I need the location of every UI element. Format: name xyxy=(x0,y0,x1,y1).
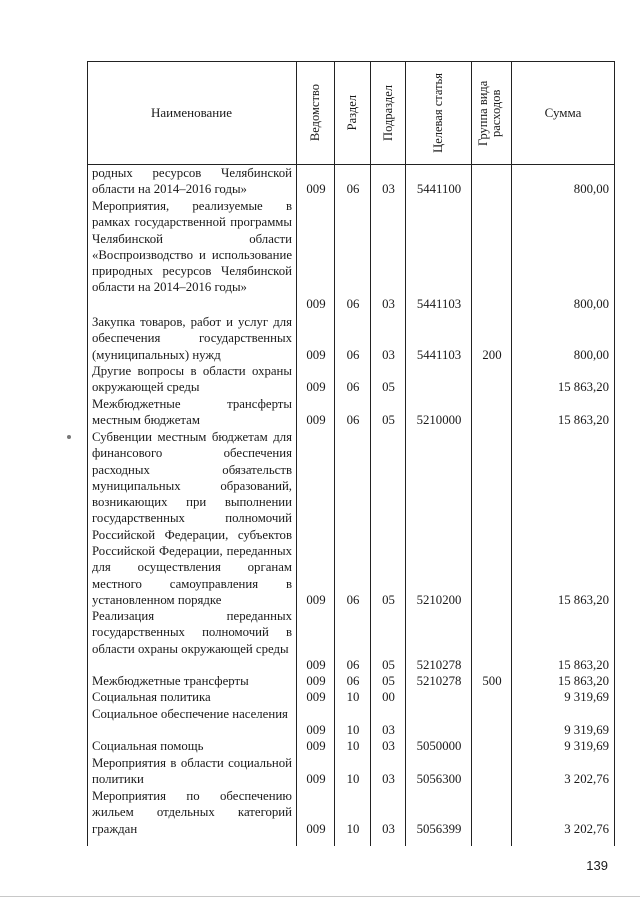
row-podrazdel: 03 xyxy=(382,348,395,362)
row-razdel: 06 xyxy=(346,658,360,672)
row-razdel: 10 xyxy=(346,739,360,753)
row-summa: 15 863,20 xyxy=(557,593,609,607)
row-name: Другие вопросы в области охраны окружающей среды xyxy=(92,364,292,395)
row-celevaya: 5441103 xyxy=(416,297,462,311)
row-name: Социальная помощь xyxy=(92,739,204,753)
row-podrazdel: 05 xyxy=(382,674,395,688)
row-razdel: 06 xyxy=(346,593,360,607)
row-summa: 800,00 xyxy=(573,182,609,196)
header-podrazdel xyxy=(371,61,405,164)
row-podrazdel: 05 xyxy=(382,658,395,672)
row-name: Мероприятия, реализуемые в рамках государственной программы Челябинской области «Воспроизводство и использование природных ресурсов Челябинской области на 2014–2016 годы» xyxy=(92,199,292,295)
row-summa: 15 863,20 xyxy=(557,380,609,394)
row-name: Закупка товаров, работ и услуг для обеспечения государственных (муниципальных) нужд xyxy=(92,315,292,362)
row-celevaya: 5050000 xyxy=(416,739,462,753)
row-celevaya: 5210278 xyxy=(416,674,462,688)
row-celevaya: 5210000 xyxy=(416,413,462,427)
row-summa: 800,00 xyxy=(573,297,609,311)
row-razdel: 06 xyxy=(346,182,360,196)
header-vedomstvo xyxy=(297,61,334,164)
row-celevaya: 5210200 xyxy=(416,593,462,607)
row-name: Социальная политика xyxy=(92,690,211,704)
header-vedomstvo-text: Ведомство xyxy=(308,83,322,142)
header-razdel xyxy=(335,61,370,164)
row-podrazdel: 03 xyxy=(382,182,395,196)
row-podrazdel: 03 xyxy=(382,739,395,753)
row-name: Реализация переданных государственных полномочий в области охраны окружающей среды xyxy=(92,609,292,656)
header-name-text: Наименование xyxy=(151,104,232,120)
row-vedomstvo: 009 xyxy=(306,413,326,427)
row-summa: 15 863,20 xyxy=(557,674,609,688)
row-vedomstvo: 009 xyxy=(306,772,326,786)
row-name: Межбюджетные трансферты местным бюджетам xyxy=(92,397,292,428)
row-vedomstvo: 009 xyxy=(306,658,326,672)
header-podrazdel-text: Подраздел xyxy=(380,84,395,141)
header-gruppa-text: Группа вида расходов xyxy=(475,79,503,146)
row-celevaya: 5441100 xyxy=(416,182,462,196)
row-razdel: 06 xyxy=(346,413,360,427)
row-gruppa: 200 xyxy=(482,348,502,362)
row-celevaya: 5056300 xyxy=(416,772,462,786)
header-name xyxy=(87,61,296,164)
row-name: Социальное обеспечение населения xyxy=(92,707,288,721)
row-podrazdel: 03 xyxy=(382,723,395,737)
row-gruppa: 500 xyxy=(482,674,502,688)
margin-dot xyxy=(67,435,71,439)
header-celevaya-text: Целевая статья xyxy=(431,72,445,153)
row-name: Мероприятия в области социальной политики xyxy=(92,756,292,787)
row-vedomstvo: 009 xyxy=(306,380,326,394)
row-razdel: 10 xyxy=(346,723,360,737)
row-summa: 9 319,69 xyxy=(564,739,609,753)
row-podrazdel: 05 xyxy=(382,593,395,607)
row-summa: 800,00 xyxy=(573,348,609,362)
page-number: 139 xyxy=(586,858,608,873)
row-razdel: 06 xyxy=(346,297,360,311)
header-gruppa xyxy=(472,61,511,164)
row-podrazdel: 00 xyxy=(382,690,395,704)
row-summa: 15 863,20 xyxy=(557,413,609,427)
budget-table xyxy=(87,61,615,846)
row-razdel: 06 xyxy=(346,674,360,688)
row-podrazdel: 03 xyxy=(382,822,395,836)
row-razdel: 06 xyxy=(346,348,360,362)
page-edge-rule xyxy=(0,896,640,897)
row-razdel: 10 xyxy=(346,690,360,704)
header-summa-text: Сумма xyxy=(544,104,582,120)
row-summa: 9 319,69 xyxy=(564,723,609,737)
row-vedomstvo: 009 xyxy=(306,723,326,737)
header-celevaya xyxy=(406,61,471,164)
row-celevaya: 5210278 xyxy=(416,658,462,672)
row-name: Межбюджетные трансферты xyxy=(92,674,249,688)
row-summa: 15 863,20 xyxy=(557,658,609,672)
row-celevaya: 5056399 xyxy=(416,822,462,836)
header-razdel-text: Раздел xyxy=(345,94,359,131)
row-vedomstvo: 009 xyxy=(306,822,326,836)
row-summa: 3 202,76 xyxy=(564,822,609,836)
row-celevaya: 5441103 xyxy=(416,348,462,362)
row-podrazdel: 05 xyxy=(382,380,395,394)
header-summa xyxy=(512,61,614,164)
row-razdel: 10 xyxy=(346,772,360,786)
row-vedomstvo: 009 xyxy=(306,674,326,688)
row-podrazdel: 03 xyxy=(382,297,395,311)
row-razdel: 06 xyxy=(346,380,360,394)
row-podrazdel: 05 xyxy=(382,413,395,427)
row-vedomstvo: 009 xyxy=(306,739,326,753)
row-vedomstvo: 009 xyxy=(306,182,326,196)
row-name: родных ресурсов Челябинской области на 2014–2016 годы» xyxy=(92,166,292,197)
row-summa: 9 319,69 xyxy=(564,690,609,704)
row-vedomstvo: 009 xyxy=(306,297,326,311)
row-summa: 3 202,76 xyxy=(564,772,609,786)
row-vedomstvo: 009 xyxy=(306,348,326,362)
row-podrazdel: 03 xyxy=(382,772,395,786)
row-name: Мероприятия по обеспечению жильем отдельных категорий граждан xyxy=(92,789,292,836)
row-vedomstvo: 009 xyxy=(306,593,326,607)
row-vedomstvo: 009 xyxy=(306,690,326,704)
row-name: Субвенции местным бюджетам для финансового обеспечения расходных обязательств муниципальных образований, возникающих при выполнении государственных полномочий Российской Федерации, субъектов Российской Федерации, переданных для осуществления органам местного самоуправления в установленном порядке xyxy=(92,430,292,607)
row-razdel: 10 xyxy=(346,822,360,836)
